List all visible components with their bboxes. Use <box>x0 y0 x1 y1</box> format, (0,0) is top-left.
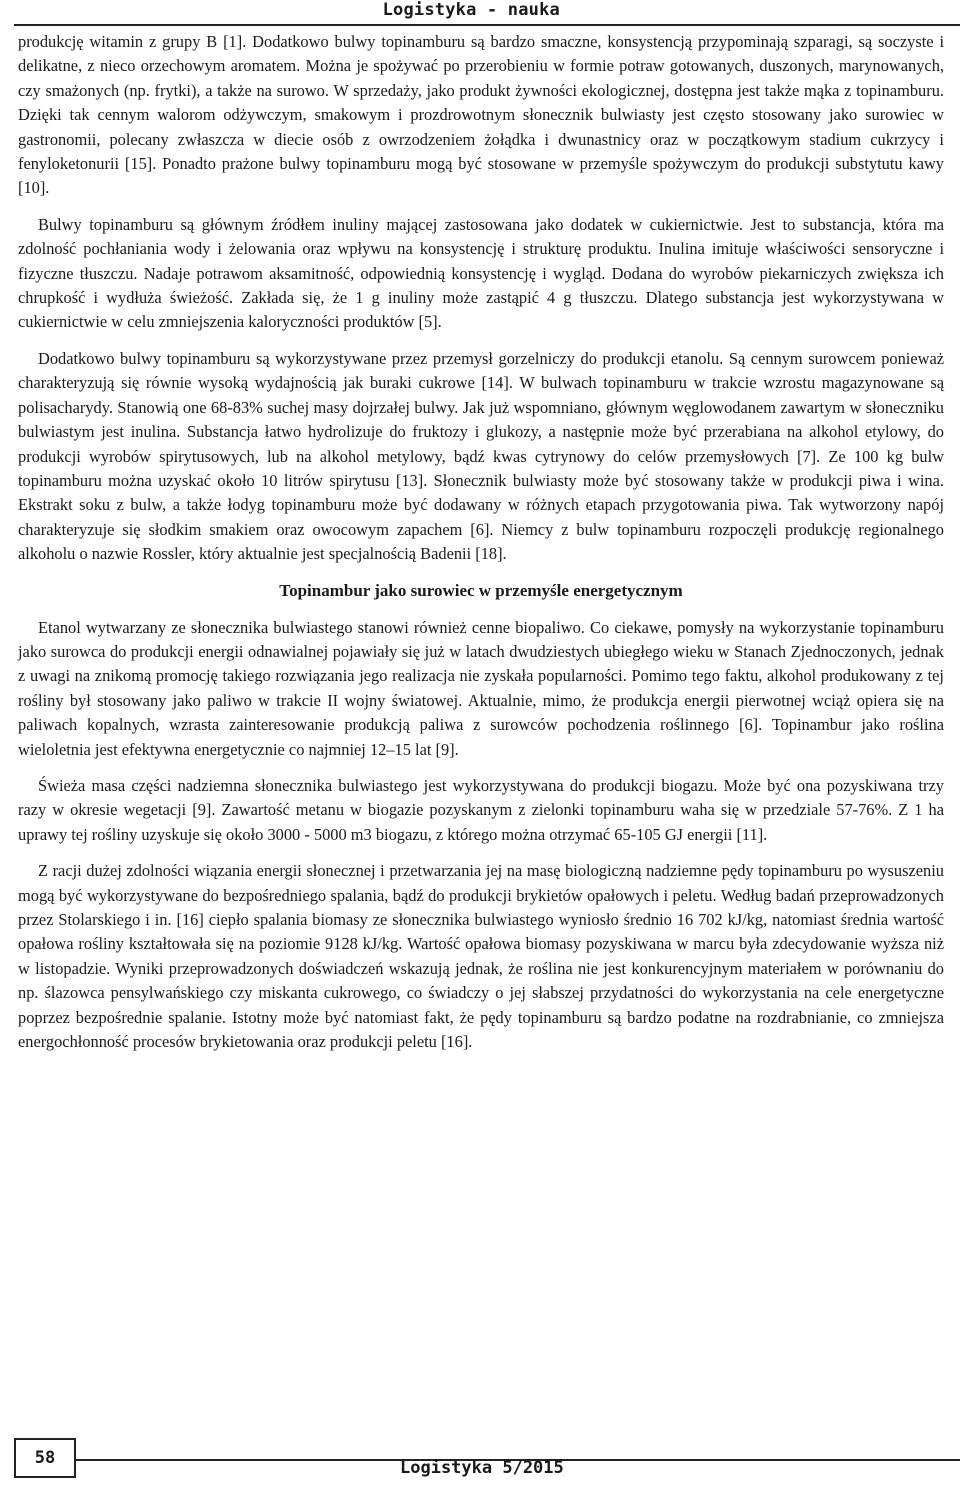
paragraph-ethanol: Etanol wytwarzany ze słonecznika bulwiastego stanowi również cenne biopaliwo. Co ciekawe, pomysły na wykorzystanie topinamburu jako surowca do produkcji energii odnawialnej pojawiały się już w latach dwudziestych ubiegłego wieku w Stanach Zjednoczonych, jednak z uwagi na znikomą promocję takiego rozwiązania jego realizacja nie zyskała popularności. Pomimo tego faktu, alkohol produkowany z tej rośliny był stosowany jako paliwo w trakcie II wojny światowej. Aktualnie, mimo, że produkcja energii pierwotnej wciąż opiera się na paliwach kopalnych, wzrasta zainteresowanie produkcją paliwa z surowców pochodzenia roślinnego [6]. Topinambur jako roślina wieloletnia jest efektywna energetycznie co najmniej 12–15 lat [9]. <box>18 617 944 759</box>
page-number: 58 <box>14 1438 76 1478</box>
paragraph-combustion: Z racji dużej zdolności wiązania energii słonecznej i przetwarzania jej na masę biologiczną nadziemne pędy topinamburu po wysuszeniu mogą być wykorzystywane do bezpośredniego spalania, bądź do produkcji brykietów opałowych i peletu. Według badań przeprowadzonych przez Stolarskiego i in. [16] ciepło spalania biomasy ze słonecznika bulwiastego wyniosło średnio 16 702 kJ/kg, natomiast średnia wartość opałowa rośliny kształtowała się na poziomie 9128 kJ/kg. Wartość opałowa biomasy pozyskiwana w marcu była zdecydowanie wyższa niż w listopadzie. Wyniki przeprowadzonych doświadczeń wskazują jednak, że roślina nie jest konkurencyjnym materiałem w porównaniu do np. ślazowca pensylwańskiego czy miskanta cukrowego, co świadczy o jej słabszej przydatności do wykorzystania na cele energetyczne poprzez bezpośrednie spalanie. Istotny może być natomiast fakt, że pędy topinamburu są bardzo podatne na rozdrabnianie, co zmniejsza energochłonność procesów brykietowania oraz produkcji peletu [16]. <box>18 861 944 1052</box>
paragraph-distillery: Dodatkowo bulwy topinamburu są wykorzystywane przez przemysł gorzelniczy do produkcji etanolu. Są cennym surowcem ponieważ charakteryzują się równie wysoką wydajnością jak buraki cukrowe [14]. W bulwach topinamburu w trakcie wzrostu magazynowane są polisacharydy. Stanowią one 68-83% suchej masy dojrzałej bulwy. Jak już wspomniano, głównym węglowodanem zawartym w słoneczniku bulwiastym jest inulina. Substancja łatwo hydrolizuje do fruktozy i glukozy, a następnie może być przerabiana na alkohol etylowy, do produkcji wyrobów spirytusowych, lub na alkohol metylowy, bądź kwas cytrynowy do celów przemysłowych [7]. Ze 100 kg bulw topinamburu można uzyskać około 10 litrów spirytusu [13]. Słonecznik bulwiasty może być stosowany także w produkcji piwa i wina. Ekstrakt soku z bulw, a także łodyg topinamburu może być dodawany w różnych etapach przygotowania piwa. Tak wytworzony napój charakteryzuje się słodkim smakiem oraz owocowym zapachem [6]. Niemcy z bulw topinamburu rozpoczęli produkcję regionalnego alkoholu o nazwie Rossler, który aktualnie jest specjalnością Badenii [18]. <box>18 348 944 564</box>
paragraph-biogas: Świeża masa części nadziemna słonecznika bulwiastego jest wykorzystywana do produkcji biogazu. Może być ona pozyskiwana trzy razy w okresie wegetacji [9]. Zawartość metanu w biogazie pozyskanym z zielonki topinamburu waha się w przedziale 57-76%. Z 1 ha uprawy tej rośliny uzyskuje się około 3000 - 5000 m3 biogazu, z którego można otrzymać 65-105 GJ energii [11]. <box>18 775 944 844</box>
paragraph-inulin: Bulwy topinamburu są głównym źródłem inuliny mającej zastosowana jako dodatek w cukiernictwie. Jest to substancja, która ma zdolność pochłaniania wody i żelowania oraz wpływu na konsystencję i strukturę produktu. Inulina imituje właściwości sensoryczne i fizyczne tłuszczu. Nadaje potrawom aksamitność, odpowiednią konsystencję i wygląd. Dodana do wyrobów piekarniczych zwiększa ich chrupkość i wydłuża świeżość. Zakłada się, że 1 g inuliny może zastąpić 4 g tłuszczu. Dlatego substancja jest wykorzystywana w cukiernictwie w celu zmniejszenia kaloryczności produktów [5]. <box>18 214 944 332</box>
page-header <box>0 0 960 26</box>
journal-issue: Logistyka 5/2015 <box>400 1458 564 1478</box>
section-heading: Topinambur jako surowiec w przemyśle energetycznym <box>279 580 683 600</box>
article-body <box>18 30 944 1054</box>
section-title: Logistyka - nauka <box>382 0 560 20</box>
header-rule <box>14 24 960 26</box>
page-footer <box>0 1436 960 1485</box>
paragraph-products: produkcję witamin z grupy B [1]. Dodatkowo bulwy topinamburu są bardzo smaczne, konsystencją przypominają szparagi, są soczyste i delikatne, z nieco orzechowym aromatem. Można je spożywać po przerobieniu w formie potraw gotowanych, duszonych, marynowanych, czy smażonych (np. frytki), a także na surowo. W sprzedaży, jako produkt żywności ekologicznej, dostępna jest także mąka z topinamburu. Dzięki tak cennym walorom odżywczym, smakowym i prozdrowotnym słonecznik bulwiasty jest często stosowany jako surowiec w gastronomii, polecany zwłaszcza w diecie osób z owrzodzeniem żołądka i dwunastnicy oraz w początkowym stadium cukrzycy i fenyloketonurii [15]. Ponadto prażone bulwy topinamburu mogą być stosowane w przemyśle spożywczym do produkcji substytutu kawy [10]. <box>18 32 944 198</box>
